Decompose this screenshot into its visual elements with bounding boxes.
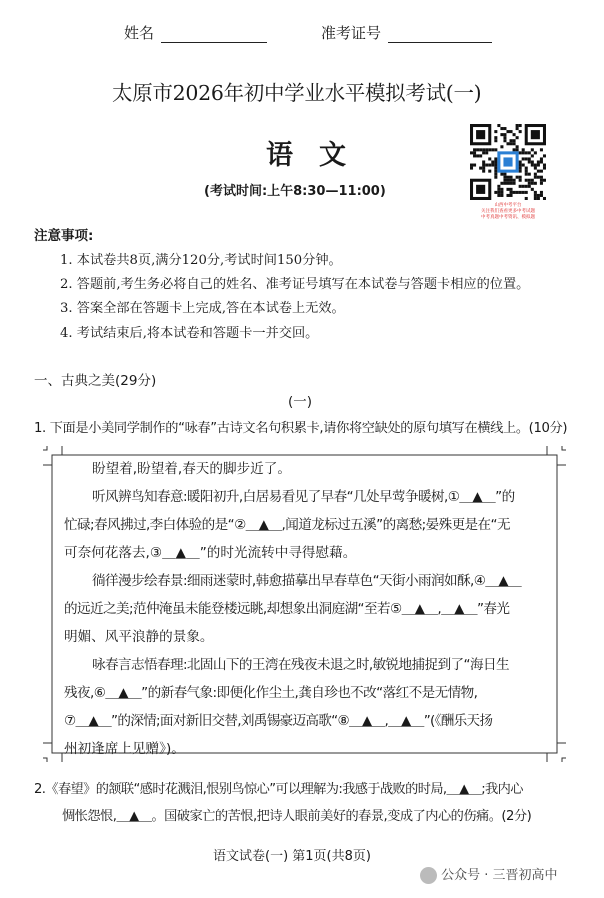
exam-title: 太原市2026年初中学业水平模拟考试(一) bbox=[112, 81, 482, 105]
question-2-line: 2.《春望》的颔联“感时花溅泪,恨别鸟惊心”可以理解为:我感于战败的时局,＿▲＿;我内心 bbox=[34, 782, 523, 797]
qr-code-image bbox=[470, 124, 546, 200]
section-title: 一、古典之美(29分) bbox=[34, 373, 157, 389]
qr-caption bbox=[463, 203, 553, 221]
note-item: 3. 答案全部在答题卡上完成,答在本试卷上无效。 bbox=[60, 301, 345, 317]
name-field-row bbox=[124, 22, 267, 43]
notes-list bbox=[60, 249, 529, 346]
note-item: 2. 答题前,考生务必将自己的姓名、准考证号填写在本试卷与答题卡相应的位置。 bbox=[60, 277, 530, 293]
card-line: 盼望着,盼望着,春天的脚步近了。 bbox=[92, 461, 291, 477]
part-title: (一) bbox=[288, 394, 313, 410]
name-blank bbox=[161, 28, 267, 43]
card-line: 的远近之美;范仲淹虽未能登楼远眺,却想象出洞庭湖“至若⑤＿▲＿,＿▲＿”春光 bbox=[64, 601, 510, 617]
exam-id-blank bbox=[388, 28, 492, 43]
card-line: 明媚、风平浪静的景象。 bbox=[64, 629, 214, 645]
card-line: ⑦＿▲＿”的深情;面对新旧交替,刘禹锡豪迈高歌“⑧＿▲＿,＿▲＿”(《酬乐天扬 bbox=[64, 713, 493, 729]
note-item: 1. 本试卷共8页,满分120分,考试时间150分钟。 bbox=[60, 253, 342, 268]
card-line: 咏春言志悟春理:北固山下的王湾在残夜未退之时,敏锐地捕捉到了“海日生 bbox=[92, 657, 509, 673]
card-line: 徜徉漫步绘春景:细雨迷蒙时,韩愈描摹出早春草色“天街小雨润如酥,④＿▲＿ bbox=[92, 573, 522, 589]
accumulation-card bbox=[42, 445, 567, 763]
card-line: 听风辨鸟知春意:暖阳初升,白居易看见了早春“几处早莺争暖树,①＿▲＿”的 bbox=[92, 489, 515, 505]
question-2-line: 惆怅怨恨,＿▲＿。国破家亡的苦恨,把诗人眼前美好的春景,变成了内心的伤痛。(2分) bbox=[62, 809, 532, 824]
name-label: 姓名 bbox=[124, 24, 155, 42]
wechat-icon bbox=[420, 867, 437, 884]
qr-code-icon bbox=[470, 124, 546, 200]
note-item: 4. 考试结束后,将本试卷和答题卡一并交回。 bbox=[60, 325, 319, 341]
qr-caption-line: 关注我们查看更多中考试题 bbox=[481, 209, 535, 214]
notes-heading: 注意事项: bbox=[34, 228, 94, 244]
card-line: 忙碌;春风拂过,李白体验的是“②＿▲＿,闻道龙标过五溪”的离愁;晏殊更是在“无 bbox=[64, 517, 510, 533]
qr-caption-line: 中考真题中考资讯、模拟题 bbox=[481, 215, 535, 220]
exam-time: (考试时间:上午8:30—11:00) bbox=[204, 184, 386, 199]
card-line: 残夜,⑥＿▲＿”的新春气象:即便化作尘土,龚自珍也不改“落红不是无情物, bbox=[64, 685, 478, 701]
exam-id-field-row bbox=[321, 22, 492, 43]
question-1: 1. 下面是小美同学制作的“咏春”古诗文名句积累卡,请你将空缺处的原句填写在横线上。(10分) bbox=[34, 421, 568, 436]
qr-caption-line: 山西中考平台 bbox=[494, 203, 522, 208]
card-line: 州初逢席上见赠》)。 bbox=[64, 741, 185, 757]
card-line: 可奈何花落去,③＿▲＿”的时光流转中寻得慰藉。 bbox=[64, 545, 357, 561]
exam-id-label: 准考证号 bbox=[321, 24, 382, 42]
subject-title: 语文 bbox=[266, 140, 372, 171]
page-footer: 语文试卷(一) 第1页(共8页) bbox=[213, 849, 371, 864]
watermark-text: 公众号 · 三晋初高中 bbox=[441, 868, 558, 883]
watermark bbox=[420, 864, 558, 884]
